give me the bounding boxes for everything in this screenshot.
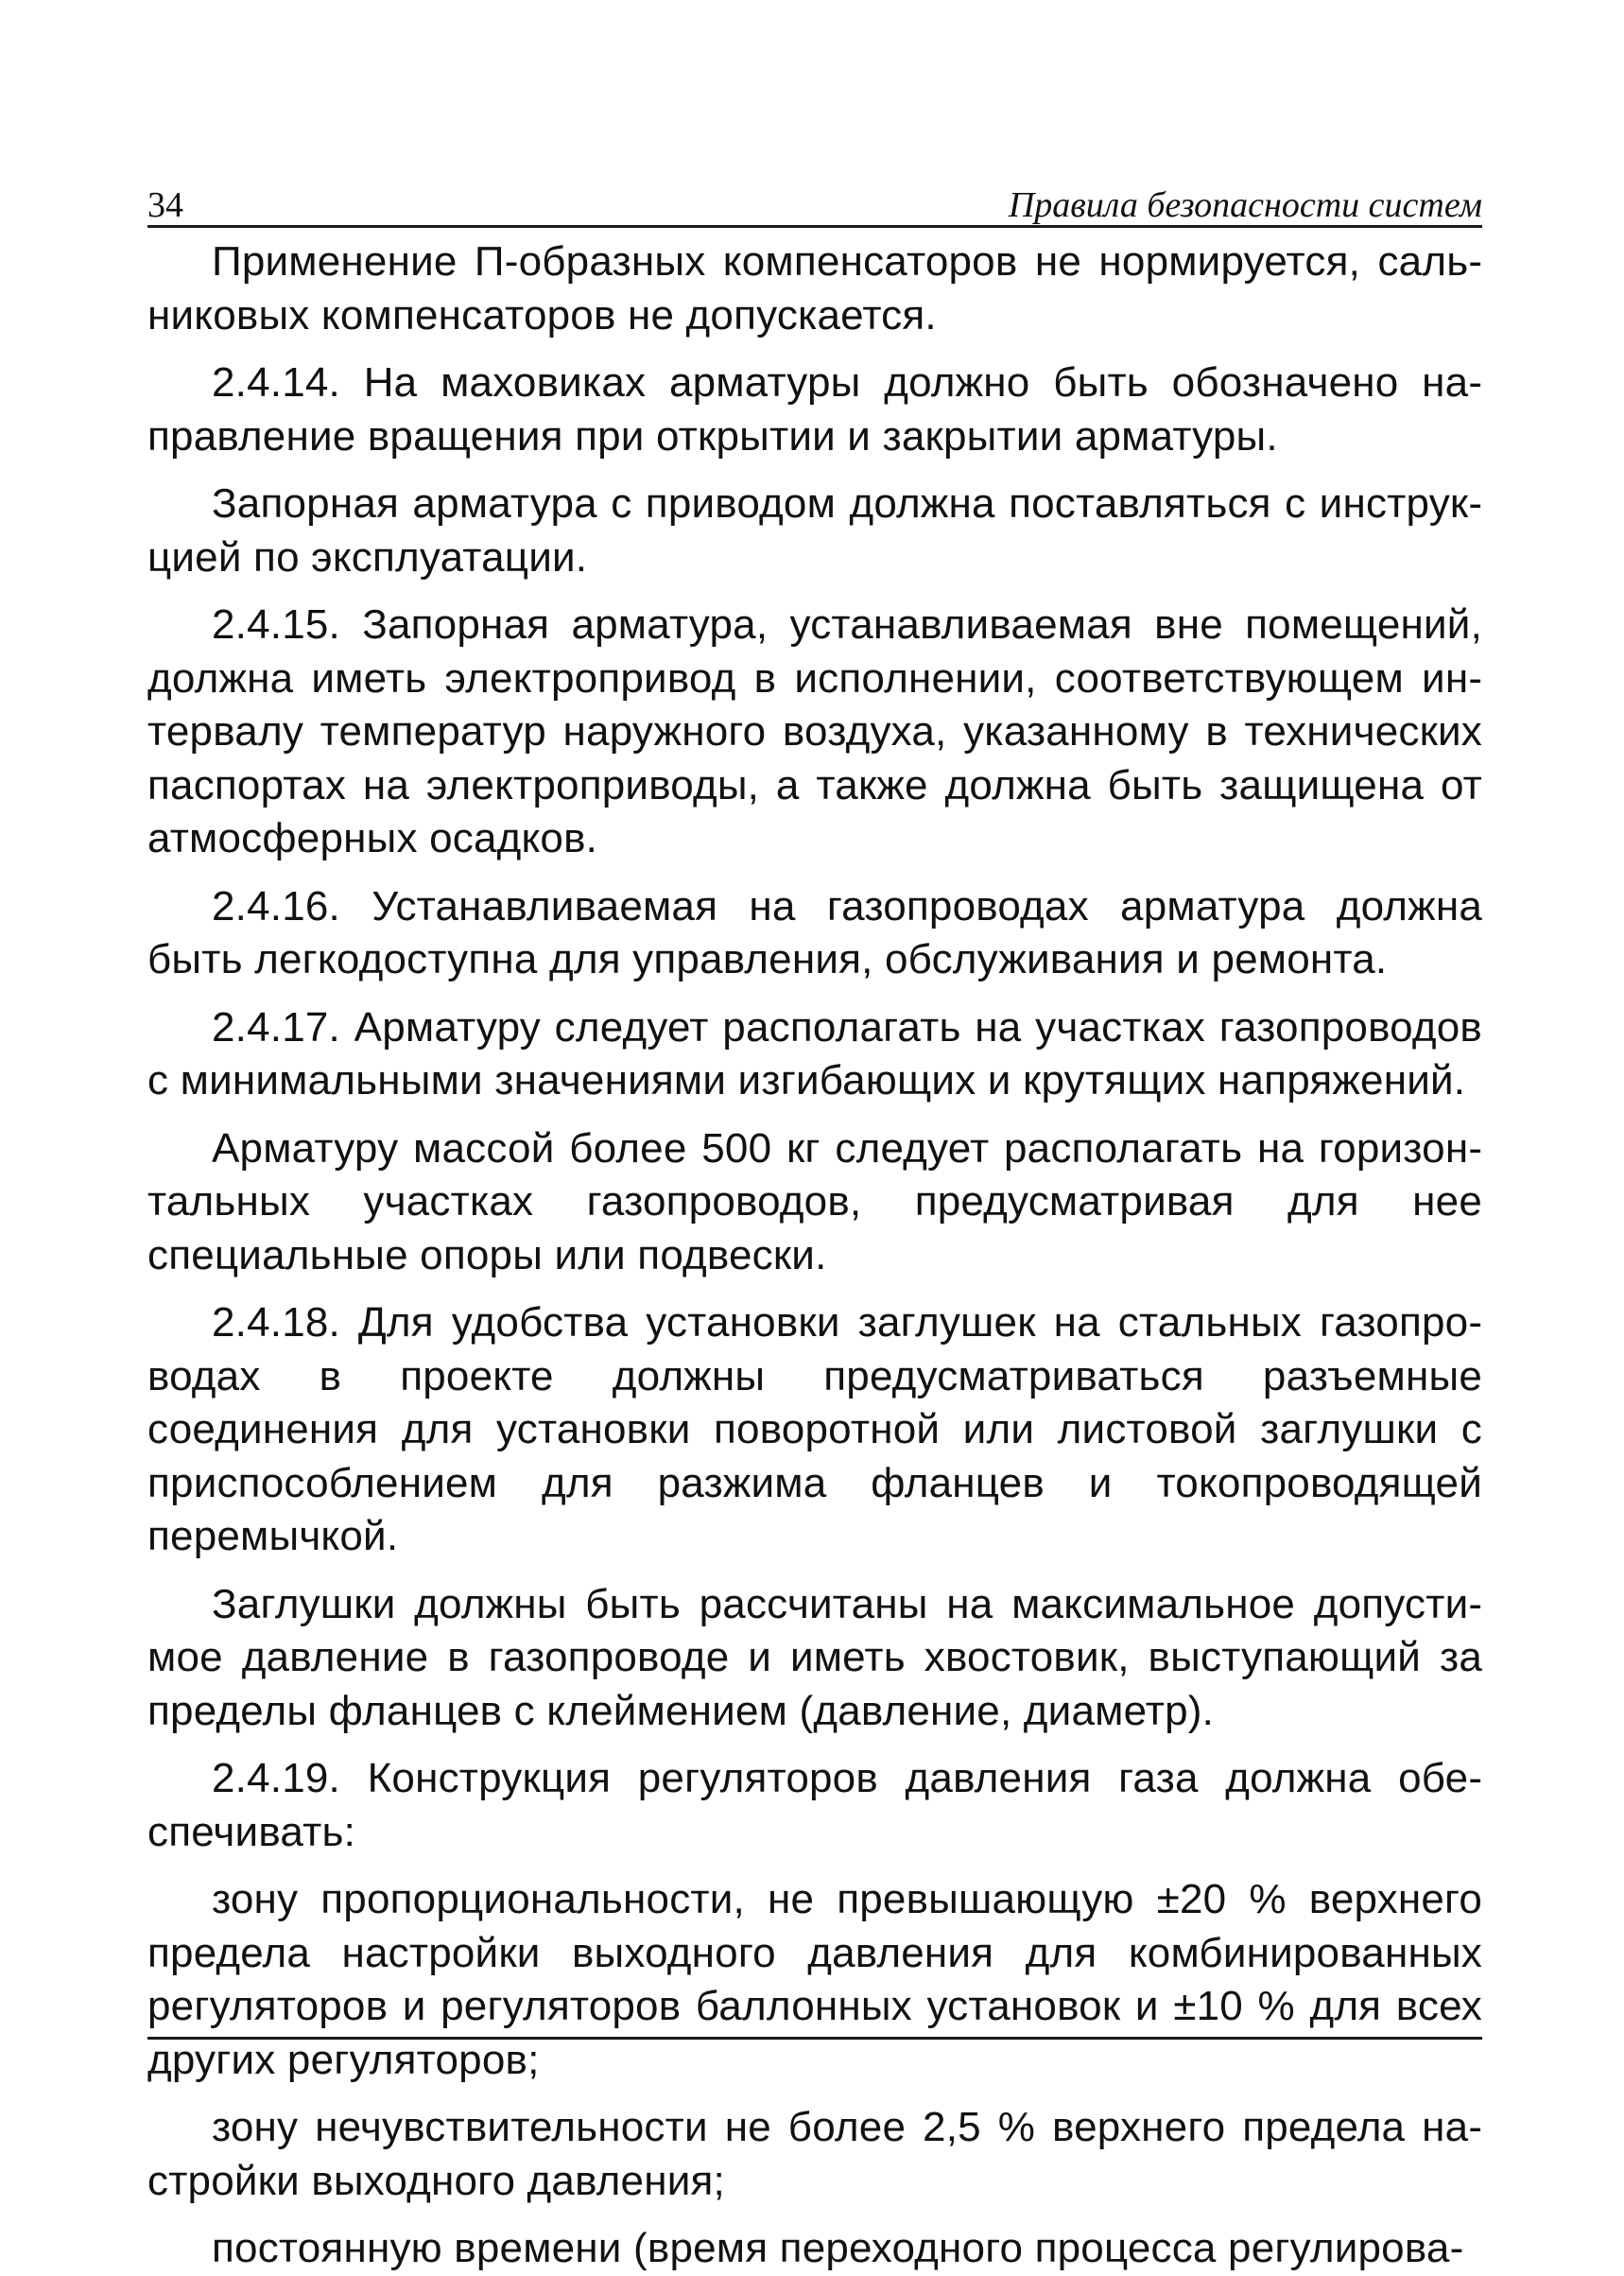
paragraph-insensitivity-zone: зону нечувствительности не более 2,5 % верхнего предела настройки выходного давления; — [147, 2104, 1482, 2204]
paragraph-2-4-14: 2.4.14. На маховиках арматуры должно быть обозначено направление вращения при открытии и закрытии арматуры. — [147, 359, 1482, 460]
paragraph-2-4-18: 2.4.18. Для удобства установки заглушек на стальных газопроводах в проекте должны предусматриваться разъемные соединения для установки поворотной или листовой заглушки с приспособлением для разжима фланцев и токопроводящей перемычкой. — [147, 1299, 1482, 1559]
paragraph-2-4-15: 2.4.15. Запорная арматура, устанавливаемая вне помещений, должна иметь электропривод в исполнении, соответствующем интервалу температур наружного воздуха, указанному в технических паспортах на электроприводы, а также должна быть защищена от атмосферных осадков. — [147, 601, 1482, 861]
paragraph-heavy-fittings: Арматуру массой более 500 кг следует располагать на горизонтальных участках газопроводов, предусматривая для нее специальные опоры или подвески. — [147, 1124, 1482, 1278]
document-body — [147, 235, 1482, 2276]
paragraph-compensators: Применение П-образных компенсаторов не нормируется, сальниковых компенсаторов не допускается. — [147, 238, 1482, 339]
document-page — [147, 176, 1482, 2271]
page-header — [147, 176, 1482, 228]
page-number: 34 — [147, 185, 183, 225]
paragraph-plugs: Заглушки должны быть рассчитаны на максимальное допустимое давление в газопроводе и иметь хвостовик, выступающий за пределы фланцев с клеймением (давление, диаметр). — [147, 1580, 1482, 1734]
running-title: Правила безопасности систем — [1008, 185, 1482, 225]
paragraph-2-4-19: 2.4.19. Конструкция регуляторов давления газа должна обеспечивать: — [147, 1755, 1482, 1855]
paragraph-2-4-17: 2.4.17. Арматуру следует располагать на участках газопроводов с минимальными значениями изгибающих и крутящих напряжений. — [147, 1003, 1482, 1103]
footer-divider — [147, 2037, 1482, 2040]
paragraph-time-constant: постоянную времени (время переходного процесса регулирова- — [212, 2225, 1464, 2271]
paragraph-2-4-16: 2.4.16. Устанавливаемая на газопроводах арматура должна быть легкодоступна для управления, обслуживания и ремонта. — [147, 882, 1482, 982]
paragraph-proportionality-zone: зону пропорциональности, не превышающую ±20 % верхнего предела настройки выходного давления для комбинированных регуляторов и регуляторов баллонных установок и ±10 % для всех других регуляторов; — [147, 1876, 1482, 2083]
paragraph-drive-instructions: Запорная арматура с приводом должна поставляться с инструкцией по эксплуатации. — [147, 480, 1482, 581]
